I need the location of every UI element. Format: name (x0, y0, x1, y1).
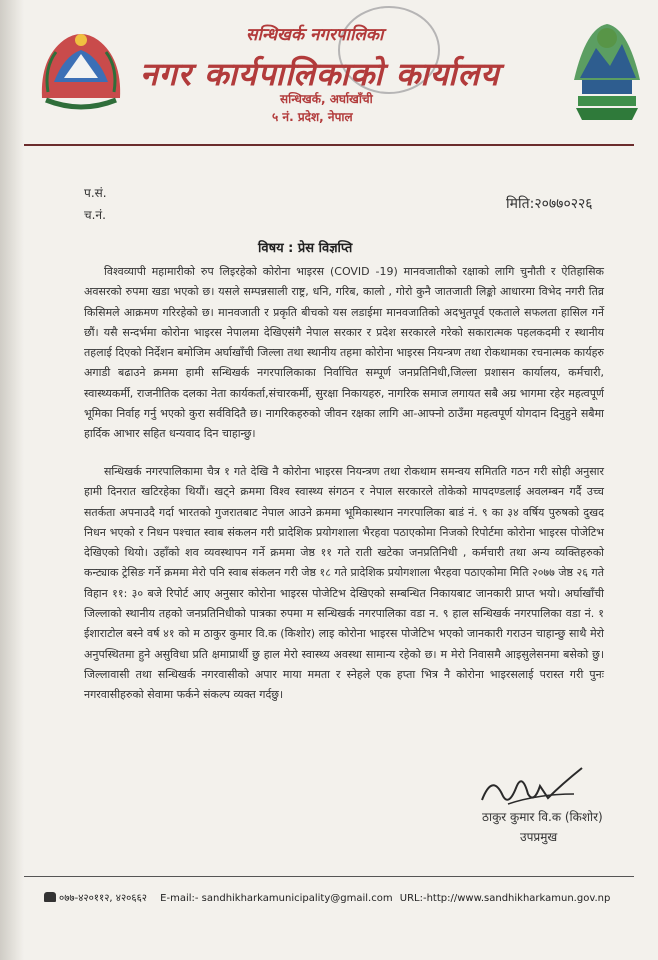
footer-divider (24, 876, 634, 877)
header-divider (24, 144, 634, 146)
letter-subject: विषय : प्रेस विज्ञप्ति (258, 241, 353, 256)
letterhead-office-title: नगर कार्यपालिकाको कार्यालय (140, 55, 500, 93)
footer-url: URL:-http://www.sandhikharkamun.gov.np (399, 893, 611, 904)
footer-contact (44, 890, 610, 904)
letter-date (506, 194, 593, 213)
footer-phone: ०७७-४२०११२, ४२०६६२ (59, 893, 147, 904)
footer-email: E-mail:- sandhikharkamunicipality@gmail.com (160, 893, 393, 904)
body-paragraph-2: सन्धिखर्क नगरपालिकामा चैत्र १ गते देखि नै कोरोना भाइरस नियन्त्रण तथा रोकथाम समन्वय समितति गठन गरी सोही अनुसार हामी दिनरात खटिरहेका थियौं। खट्ने क्रममा विश्व स्वास्थ्य संगठन र नेपाल सरकारले तोकेको मापदण्डलाई अवलम्बन गर्दै उच्च सतर्कता अपनाउदै गर्दा भारतको गुजरातबाट नेपाल आउने क्रममा भूमिकास्थान नगरपालिका बाडं नं. ९ का ३४ वर्षिय पुरुषको दुखद निधन भएको र निधन पश्चात स्वाब संकलन गरी प्रादेशिक प्रयोगशाला भैरहवा पठाएकोमा निजको रिपोर्टमा कोरोना भाइरस पोजेटिभ देखिएको थियो। उहाँको शव व्यवस्थापन गर्ने क्रममा जेष्ठ ११ गते राती खटेका जनप्रतिनिधी , कर्मचारी तथा अन्य व्यक्तिहरुको कन्ट्याक ट्रेसिङ गर्ने क्रममा मेरो पनि स्वाब संकलन गरी जेष्ठ १८ गते प्रादेशिक प्रयोगशाला भैरहवा पठाएकोमा मिति २०७७ जेष्ठ २६ गते विहान ११: ३० बजे रिपोर्ट आए अनुसार कोरोना भाइरस पोजेटिभ देखिएको सम्बन्धित निकायबाट जानकारी प्राप्त भयो। अर्घाखाँची जिल्लाको स्थानीय तहको जनप्रतिनिधीको पात्रका रुपमा म सन्धिखर्क नगरपालिका वडा न. ९ हाल सन्धिखर्क नगरपालिका वडा नं. १ ईशाराटोल बस्ने वर्ष ४१ को म ठाकुर कुमार वि.क (किशोर) लाइ कोरोना भाइरस पोजेटिभ भएको जानकारी गराउन चाहान्छु साथै मेरो अनुपस्थितमा हुने असुविधा प्रति क्षमाप्रार्थी छु हाल मेरो स्वास्थ्य अवस्था सामान्य रहेको छ। म मेरो निवासमै आइसुलेसनमा बसेको छु। जिल्लावासी तथा सन्धिखर्क नगरवासीको अपार माया ममता र स्नेहले एक हप्ता भित्र नै कोरोना भाइरसलाई परास्त गरी पुनः नगरवासीहरुको सेवामा फर्कने संकल्प व्यक्त गर्दछु। (84, 465, 604, 702)
nepal-emblem-icon (34, 18, 128, 114)
body-paragraph-1: विश्वव्यापी महामारीको रुप लिइरहेको कोरोना भाइरस (COVID -19) मानवजातीको रक्षाको लागि चुनौती र ऐतिहासिक अवसरको रुपमा खडा भएको छ। यसले सम्पन्नसाली राष्ट्र, धनि, गरिब, कालो , गोरो कुनै जातजाती लिङ्को आधारमा विभेद नगरी तिव्र किसिमले आक्रमण गरिरहेको छ। मानवजाती र प्रकृति बीचको यस लडाईमा मानवजातिको अदभुतपूर्व एकताले सफलता हासिल गर्ने छौं। यसै सन्दर्भमा कोरोना भाइरस नेपालमा देखिएसंगै नेपाल सरकार र प्रदेश सरकारले गरेको सकारात्मक पहलकदमी र स्थानीय तहलाई दिएको निर्देशन बमोजिम अर्घाखाँची जिल्ला तथा स्थानीय तहमा कोरोना भाइरस नियन्त्रण तथा रोकथामका रचनात्मक कार्यहरु अगाडी बढाउने क्रममा हामी सन्धिखर्क नगरपालिकाका निर्वाचित सम्पूर्ण जनप्रतिनिधी,जिल्ला प्रशासन कार्यालय, कर्मचारी, स्वास्थ्यकर्मी, राजनीतिक दलका नेता कार्यकर्ता,संचारकर्मी, सुरक्षा निकायहरु, नागरिक समाज लगायत सबै अग्र भागमा रहेर महत्वपूर्ण भूमिका निर्वाह गर्नु भएको कुरा सर्वविदितै छ। नागरिकहरुको जीवन रक्षका लागि आ-आफ्नो ठाउँमा महत्वपूर्ण योगदान दिनुहुने सबैमा हार्दिक आभार सहित धन्यवाद दिन चाहान्छु। (84, 265, 604, 441)
signatory-name: ठाकुर कुमार वि.क (किशोर) (482, 810, 603, 824)
signatory-title: उपप्रमुख (520, 830, 558, 844)
date-label: मिति: (506, 196, 535, 212)
letterhead-address: सन्धिखर्क, अर्घाखाँची (280, 92, 373, 106)
date-value: २०७७०२२६ (534, 196, 593, 212)
letterhead-province: ५ नं. प्रदेश, नेपाल (272, 110, 353, 124)
phone-icon (44, 892, 56, 902)
handwritten-signature (478, 764, 588, 812)
dispatch-number-label: च.नं. (84, 208, 106, 222)
page-shadow (0, 0, 24, 960)
reference-number-label: प.सं. (84, 186, 107, 200)
municipality-logo-icon (566, 8, 648, 128)
letterhead-municipality-name: सन्धिखर्क नगरपालिका (246, 25, 384, 45)
